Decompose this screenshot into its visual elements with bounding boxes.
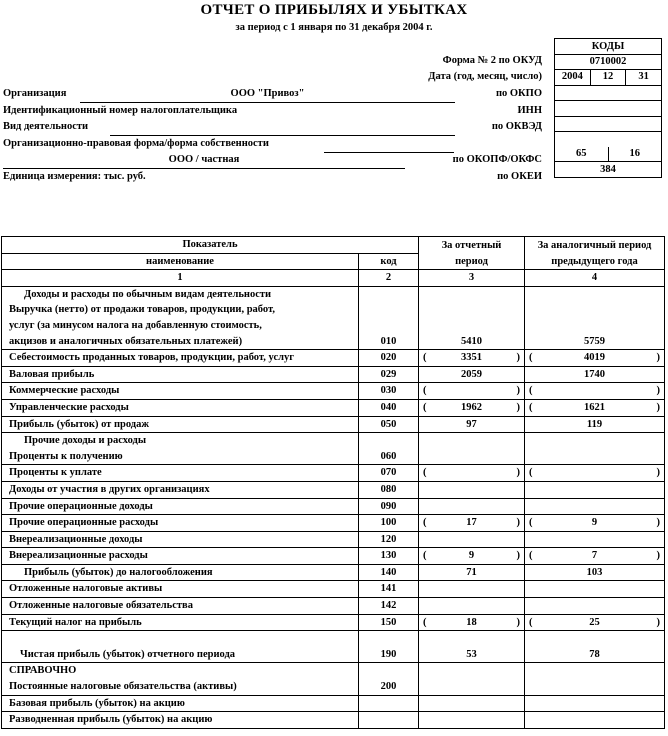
cost-current: 3351 (461, 352, 482, 364)
okfs-value: 16 (608, 147, 662, 162)
section-other: Прочие доходы и расходы (2, 433, 359, 449)
date-year: 2004 (561, 71, 583, 82)
inn-label: ИНН (517, 105, 542, 116)
cost-previous: 4019 (584, 352, 605, 364)
perm-code: 200 (359, 679, 419, 695)
report-title: ОТЧЕТ О ПРИБЫЛЯХ И УБЫТКАХ (200, 2, 468, 18)
gross-code: 029 (359, 366, 419, 383)
pl-table: Показатель За отчетный За аналогичный период наименование код период предыдущего года 1 2 3 4 Доходы и расходы по обычным видам деятельности Выручка (нетто) от продажи товаров, продукции, работ, услуг (за минусом налога на добавленную стоимость, акцизов и аналогичных обязательных платежей) 010 5410 5759 Себестоимость проданных товаров, продукции, работ, услуг 020 ( 3351 ) ( 4019 ) Валовая прибыль 029 2059 1740 Коммерческие расходы 030 ( ) ( ) Управленческие расходы 040 ( 1962 ) ( 1621 ) Прибыль (убыток) от продаж 050 97 119 Прочие доходы и расходы Проценты к получению 060 Проценты к уплате 070 ( ) ( ) Доходы от участия в других организациях 080 Прочие операционные доходы 090 Прочие операционные расходы 100 ( 17 ) ( 9 ) Внереализационные доходы 120 Внереализационные расходы 130 ( 9 ) ( 7 ) Прибыль (убыток) до налогообложения 140 71 103 Отложенные налоговые активы 141 Отложенные налоговые обязательства 142 Текущий налог на прибыль 150 ( 18 ) ( 25 ) Чистая прибыль (убыток) отчетного периода 190 53 78 СПРАВОЧНО Постоянные налоговые обязательства (активы) 200 Базовая прибыль (убыток) на акцию Разводненная прибыль (убыток) на акцию (1, 236, 665, 729)
part-code: 080 (359, 481, 419, 498)
h-name: наименование (2, 253, 359, 270)
okopf-label: по ОКОПФ/ОКФС (452, 154, 542, 165)
revenue-line-2: услуг (за минусом налога на добавленную стоимость, (2, 318, 359, 334)
dta-name: Отложенные налоговые активы (2, 581, 359, 598)
legal-form-value: ООО / частная (168, 154, 240, 165)
okved-label: по ОКВЭД (491, 121, 542, 132)
nonop-exp-name: Внереализационные расходы (2, 548, 359, 565)
okopf-value: 65 (576, 147, 587, 159)
activity-label: Вид деятельности (3, 121, 89, 132)
net-previous: 78 (525, 647, 665, 663)
h-indicator: Показатель (2, 237, 419, 254)
mgmt-current: 1962 (461, 401, 482, 413)
oth-op-exp-name: Прочие операционные расходы (2, 515, 359, 532)
nonop-inc-code: 120 (359, 531, 419, 548)
org-name: ООО "Привоз" (230, 88, 305, 99)
sales-profit-name: Прибыль (убыток) от продаж (2, 416, 359, 433)
ref-title: СПРАВОЧНО (2, 663, 359, 679)
pretax-current: 71 (419, 564, 525, 581)
mgmt-name: Управленческие расходы (2, 399, 359, 416)
form-label: Форма № 2 по ОКУД (442, 55, 542, 66)
codes-header: КОДЫ (555, 39, 662, 55)
col-num-4: 4 (525, 270, 665, 287)
h-code: код (359, 253, 419, 270)
oth-op-exp-code: 100 (359, 515, 419, 532)
dtl-name: Отложенные налоговые обязательства (2, 598, 359, 615)
revenue-previous: 5759 (525, 334, 665, 350)
nonop-exp-previous: 7 (591, 550, 598, 562)
oth-op-exp-previous: 9 (591, 517, 598, 529)
tax-previous: 25 (589, 616, 600, 628)
legal-form-label: Организационно-правовая форма/форма собственности (3, 138, 269, 149)
gross-previous: 1740 (525, 366, 665, 383)
sales-profit-current: 97 (419, 416, 525, 433)
oth-op-inc-name: Прочие операционные доходы (2, 498, 359, 515)
okei-label: по ОКЕИ (497, 171, 542, 182)
net-current: 53 (419, 647, 525, 663)
tax-code: 150 (359, 614, 419, 631)
net-name: Чистая прибыль (убыток) отчетного периода (2, 647, 359, 663)
gross-current: 2059 (419, 366, 525, 383)
gross-name: Валовая прибыль (2, 366, 359, 383)
int-recv-name: Проценты к получению (2, 449, 359, 465)
diluted-eps-name: Разводненная прибыль (убыток) на акцию (2, 712, 359, 729)
revenue-line-1: Выручка (нетто) от продажи товаров, продукции, работ, (2, 302, 359, 318)
date-code (555, 70, 662, 86)
nonop-inc-name: Внереализационные доходы (2, 531, 359, 548)
date-day: 31 (625, 70, 661, 85)
org-label: Организация (3, 88, 67, 99)
okei-code: 384 (555, 162, 662, 178)
pretax-previous: 103 (525, 564, 665, 581)
dtl-code: 142 (359, 598, 419, 615)
h-current-1: За отчетный (419, 237, 525, 254)
h-current-2: период (419, 253, 525, 270)
sales-profit-code: 050 (359, 416, 419, 433)
okpo-code (555, 85, 662, 101)
int-pay-code: 070 (359, 465, 419, 482)
inn-code (555, 101, 662, 117)
cost-name: Себестоимость проданных товаров, продукции, работ, услуг (2, 350, 359, 367)
form-code: 0710002 (555, 54, 662, 70)
perm-name: Постоянные налоговые обязательства (активы) (2, 679, 359, 695)
comm-name: Коммерческие расходы (2, 383, 359, 400)
int-pay-name: Проценты к уплате (2, 465, 359, 482)
col-num-2: 2 (359, 270, 419, 287)
date-month: 12 (590, 70, 626, 85)
comm-code: 030 (359, 383, 419, 400)
nonop-exp-current: 9 (468, 550, 475, 562)
revenue-code: 010 (359, 334, 419, 350)
col-num-3: 3 (419, 270, 525, 287)
h-prev-2: предыдущего года (525, 253, 665, 270)
mgmt-code: 040 (359, 399, 419, 416)
col-num-1: 1 (2, 270, 359, 287)
oth-op-inc-code: 090 (359, 498, 419, 515)
okved-code (555, 116, 662, 132)
int-recv-code: 060 (359, 449, 419, 465)
oth-op-exp-current: 17 (466, 517, 477, 529)
dta-code: 141 (359, 581, 419, 598)
tax-current: 18 (466, 616, 477, 628)
basic-eps-name: Базовая прибыль (убыток) на акцию (2, 695, 359, 712)
pretax-code: 140 (359, 564, 419, 581)
nonop-exp-code: 130 (359, 548, 419, 565)
okopf-code (555, 147, 662, 162)
codes-box (554, 38, 662, 178)
revenue-line-3: акцизов и аналогичных обязательных платежей) (2, 334, 359, 350)
h-prev-1: За аналогичный период (525, 237, 665, 254)
cost-code: 020 (359, 350, 419, 367)
net-code: 190 (359, 647, 419, 663)
section-ordinary: Доходы и расходы по обычным видам деятельности (2, 286, 359, 302)
okpo-label: по ОКПО (495, 88, 542, 99)
report-period: за период с 1 января по 31 декабря 2004 г. (235, 22, 433, 33)
inn-title: Идентификационный номер налогоплательщика (3, 105, 238, 116)
date-label: Дата (год, месяц, число) (428, 71, 542, 82)
part-name: Доходы от участия в других организациях (2, 481, 359, 498)
mgmt-previous: 1621 (584, 401, 605, 413)
unit-label: Единица измерения: тыс. руб. (3, 171, 146, 182)
tax-name: Текущий налог на прибыль (2, 614, 359, 631)
revenue-current: 5410 (419, 334, 525, 350)
pretax-name: Прибыль (убыток) до налогообложения (2, 564, 359, 581)
sales-profit-previous: 119 (525, 416, 665, 433)
